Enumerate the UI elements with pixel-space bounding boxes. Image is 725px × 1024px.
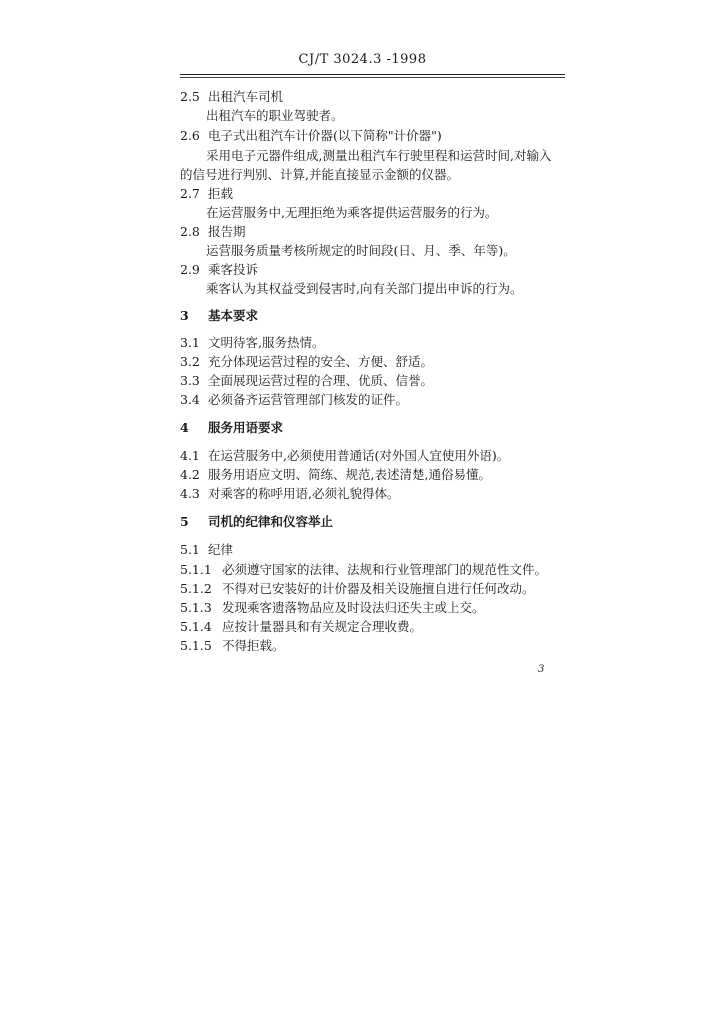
- clause-2-6-heading: [180, 128, 442, 144]
- clause-number: 3.3: [180, 373, 200, 388]
- clause-5-1-2: [180, 581, 535, 597]
- clause-text: 发现乘客遗落物品应及时设法归还失主或上交。: [222, 600, 485, 615]
- clause-4-3: [180, 486, 399, 502]
- clause-3-2: [180, 354, 433, 370]
- clause-5-1-4: [180, 619, 422, 635]
- clause-2-5-body: 出租汽车的职业驾驶者。: [206, 108, 344, 123]
- clause-text: 应按计量器具和有关规定合理收费。: [222, 619, 423, 634]
- clause-title: 出租汽车司机: [208, 89, 284, 104]
- clause-5-1-3: [180, 600, 485, 616]
- clause-number: 5.1.5: [180, 638, 212, 653]
- clause-text: 必须遵守国家的法律、法规和行业管理部门的规范性文件。: [222, 562, 548, 577]
- section-title: 基本要求: [208, 308, 259, 323]
- clause-title: 乘客投诉: [208, 262, 259, 277]
- clause-2-7-heading: [180, 186, 233, 202]
- clause-text: 文明待客,服务热情。: [208, 335, 325, 350]
- clause-number: 2.6: [180, 128, 200, 143]
- header-rule: [180, 74, 565, 75]
- clause-title: 纪律: [208, 542, 234, 557]
- page-header-title: CJ/T 3024.3 -1998: [298, 52, 427, 67]
- clause-number: 2.8: [180, 224, 200, 239]
- clause-number: 3.2: [180, 354, 200, 369]
- section-title: 服务用语要求: [208, 420, 284, 435]
- clause-text: 在运营服务中,必须使用普通话(对外国人宜使用外语)。: [208, 448, 510, 463]
- clause-2-5-heading: [180, 89, 283, 105]
- clause-number: 4.3: [180, 486, 200, 501]
- clause-number: 5.1: [180, 542, 200, 557]
- section-number: 3: [180, 308, 189, 323]
- clause-4-2: [180, 467, 491, 483]
- clause-2-9-heading: [180, 262, 258, 278]
- section-5-heading: [180, 514, 333, 530]
- clause-2-6-body-line2: 的信号进行判别、计算,并能直接显示金额的仪器。: [180, 167, 459, 182]
- clause-3-1: [180, 335, 324, 351]
- clause-number: 5.1.4: [180, 619, 212, 634]
- clause-text: 服务用语应文明、简练、规范,表述清楚,通俗易懂。: [208, 467, 491, 482]
- clause-number: 3.1: [180, 335, 200, 350]
- clause-number: 2.7: [180, 186, 200, 201]
- clause-2-7-body: 在运营服务中,无理拒绝为乘客提供运营服务的行为。: [206, 205, 498, 220]
- clause-text: 对乘客的称呼用语,必须礼貌得体。: [208, 486, 400, 501]
- clause-3-3: [180, 373, 433, 389]
- clause-4-1: [180, 448, 509, 464]
- section-number: 5: [180, 514, 189, 529]
- clause-5-1-1: [180, 562, 547, 578]
- clause-number: 5.1.3: [180, 600, 212, 615]
- clause-number: 4.1: [180, 448, 200, 463]
- clause-2-8-body: 运营服务质量考核所规定的时间段(日、月、季、年等)。: [206, 243, 516, 258]
- clause-number: 2.5: [180, 89, 200, 104]
- section-title: 司机的纪律和仪容举止: [208, 514, 334, 529]
- section-number: 4: [180, 420, 189, 435]
- page-number: 3: [538, 664, 545, 675]
- clause-text: 不得对已安装好的计价器及相关设施擅自进行任何改动。: [222, 581, 535, 596]
- clause-text: 不得拒载。: [222, 638, 285, 653]
- clause-text: 充分体现运营过程的安全、方便、舒适。: [208, 354, 434, 369]
- clause-5-1-5: [180, 638, 285, 654]
- clause-3-4: [180, 392, 408, 408]
- clause-2-6-body-line1: 采用电子元器件组成,测量出租汽车行驶里程和运营时间,对输入: [206, 148, 552, 163]
- clause-number: 5.1.2: [180, 581, 212, 596]
- clause-title: 报告期: [208, 224, 246, 239]
- section-4-heading: [180, 420, 283, 436]
- clause-number: 4.2: [180, 467, 200, 482]
- clause-title: 拒载: [208, 186, 234, 201]
- clause-5-1-heading: [180, 542, 233, 558]
- clause-text: 全面展现运营过程的合理、优质、信誉。: [208, 373, 434, 388]
- clause-2-8-heading: [180, 224, 246, 240]
- clause-number: 3.4: [180, 392, 200, 407]
- clause-title: 电子式出租汽车计价器(以下简称"计价器"): [208, 128, 442, 143]
- clause-2-9-body: 乘客认为其权益受到侵害时,向有关部门提出申诉的行为。: [206, 281, 523, 296]
- clause-number: 2.9: [180, 262, 200, 277]
- section-3-heading: [180, 308, 258, 324]
- clause-number: 5.1.1: [180, 562, 212, 577]
- clause-text: 必须备齐运营管理部门核发的证件。: [208, 392, 409, 407]
- header-rule-thin: [180, 77, 565, 78]
